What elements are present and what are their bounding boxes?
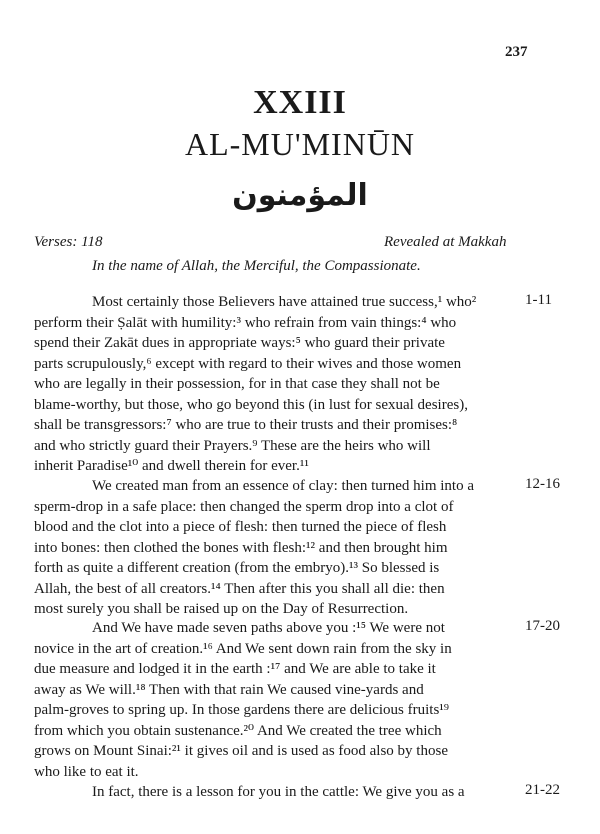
text-line: most surely you shall be raised up on the Day of Resurrection. (34, 601, 409, 617)
paragraph (34, 476, 510, 620)
text-line: forth as quite a different creation (from the embryo).¹³ So blessed is (34, 560, 440, 576)
page-number: 237 (505, 44, 528, 60)
chapter-number: XXIII (253, 84, 347, 121)
verse-range: 12-16 (525, 476, 560, 492)
text-line: Allah, the best of all creators.¹⁴ Then after this you shall all die: then (34, 580, 445, 597)
text-line: who like to eat it. (34, 763, 139, 780)
invocation: In the name of Allah, the Merciful, the Compassionate. (92, 258, 421, 274)
text-line: blood and the clot into a piece of flesh: then turned the piece of flesh (34, 519, 447, 535)
text-line: from which you obtain sustenance.²⁰ And We created the tree which (34, 722, 442, 739)
text-line: due measure and lodged it in the earth :¹⁷ and We are able to take it (34, 661, 436, 677)
text-line: perform their Ṣalāt with humility:³ who refrain from vain things:⁴ who (34, 314, 457, 331)
verses-count: Verses: 118 (34, 234, 103, 250)
text-line: spend their Zakāt dues in appropriate ways:⁵ who guard their private (34, 335, 445, 351)
paragraph (34, 782, 510, 803)
text-line: who are legally in their possession, for in that case they shall not be (34, 376, 440, 392)
arabic-chapter-title: المؤمنون (232, 178, 368, 213)
text-line: sperm-drop in a safe place: then changed the sperm drop into a clot of (34, 498, 454, 515)
text-line: into bones: then clothed the bones with flesh:¹² and then brought him (34, 539, 448, 556)
verse-range: 1-11 (525, 292, 552, 308)
text-line: blame-worthy, but those, who go beyond this (in lust for sexual desires), (34, 396, 468, 413)
text-line: shall be transgressors:⁷ who are true to their trusts and their promises:⁸ (34, 417, 458, 433)
text-line: palm-groves to spring up. In those gardens there are delicious fruits¹⁹ (34, 702, 450, 718)
text-line: parts scrupulously,⁶ except with regard to their wives and those women (34, 355, 462, 372)
text-line: We created man from an essence of clay: then turned him into a (92, 478, 474, 494)
verse-range: 17-20 (525, 618, 560, 634)
paragraph (34, 292, 510, 477)
chapter-title: AL-MU'MINŪN (184, 126, 416, 162)
text-line: And We have made seven paths above you :¹⁵ We were not (92, 620, 445, 636)
text-line: Most certainly those Believers have attained true success,¹ who² (92, 294, 477, 310)
text-line: inherit Paradise¹⁰ and dwell therein for ever.¹¹ (34, 458, 309, 474)
text-line: In fact, there is a lesson for you in the cattle: We give you as a (92, 784, 465, 800)
text-line: away as We will.¹⁸ Then with that rain We caused vine-yards and (34, 681, 424, 698)
paragraph (34, 618, 510, 782)
text-line: and who strictly guard their Prayers.⁹ These are the heirs who will (34, 437, 431, 454)
verse-range: 21-22 (525, 782, 560, 798)
text-line: novice in the art of creation.¹⁶ And We sent down rain from the sky in (34, 640, 452, 657)
revelation-place: Revealed at Makkah (384, 234, 507, 250)
text-line: grows on Mount Sinai:²¹ it gives oil and is used as food also by those (34, 743, 448, 759)
